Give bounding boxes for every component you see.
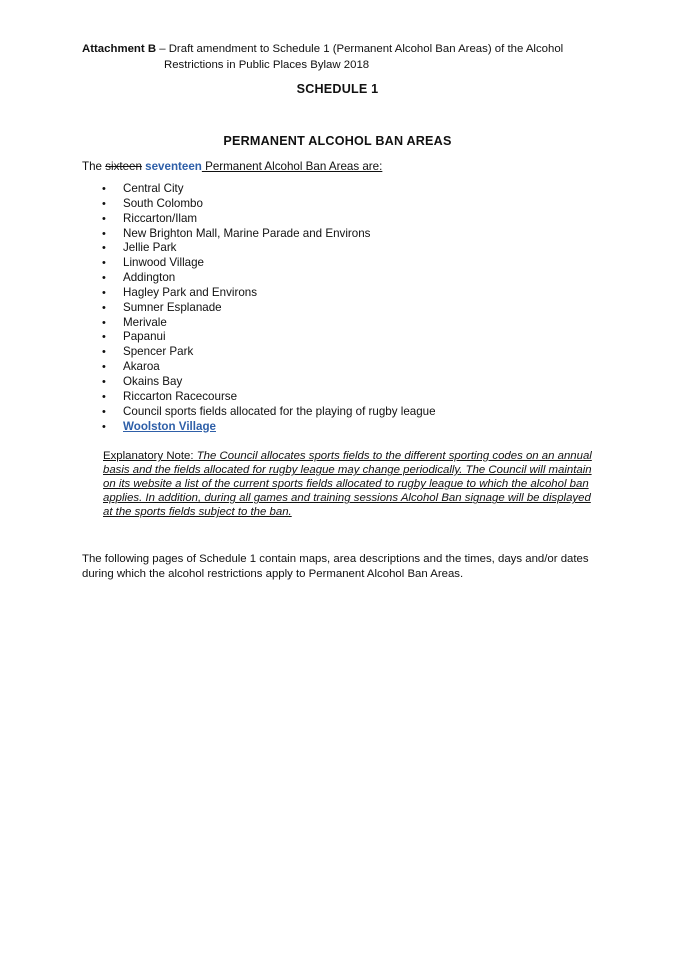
explanatory-note bbox=[103, 449, 603, 519]
list-item bbox=[82, 271, 436, 286]
intro-rest: Permanent Alcohol Ban Areas are: bbox=[201, 160, 383, 173]
list-item bbox=[82, 301, 436, 316]
bullet-icon: • bbox=[102, 316, 106, 329]
list-item-label: Addington bbox=[123, 271, 176, 285]
list-item bbox=[82, 405, 436, 420]
intro-sentence bbox=[82, 159, 382, 174]
list-item bbox=[82, 375, 436, 390]
list-item-label: South Colombo bbox=[123, 196, 203, 210]
bullet-icon: • bbox=[102, 361, 106, 374]
bullet-icon: • bbox=[102, 212, 106, 225]
bullet-icon: • bbox=[102, 390, 106, 403]
list-item bbox=[82, 360, 436, 375]
bullet-icon: • bbox=[102, 227, 106, 240]
bullet-icon: • bbox=[102, 405, 106, 418]
list-item-label: Linwood Village bbox=[123, 256, 205, 270]
bullet-icon: • bbox=[102, 272, 106, 285]
bullet-icon: • bbox=[102, 183, 106, 195]
list-item-label: Council sports fields allocated for the playing of rugby league bbox=[123, 404, 436, 418]
list-item-label: New Brighton Mall, Marine Parade and Environs bbox=[123, 226, 371, 240]
list-item bbox=[82, 227, 436, 242]
list-item-label: Hagley Park and Environs bbox=[123, 285, 258, 299]
list-item bbox=[82, 182, 436, 197]
closing-paragraph: The following pages of Schedule 1 contain maps, area descriptions and the times, days and/or dates during which the alcohol restrictions apply to Permanent Alcohol Ban Areas. bbox=[82, 553, 589, 580]
bullet-icon: • bbox=[102, 301, 106, 314]
attachment-description-line1: – Draft amendment to Schedule 1 (Permanent Alcohol Ban Areas) of the Alcohol bbox=[156, 43, 564, 55]
bullet-icon: • bbox=[102, 375, 106, 388]
deleted-word: sixteen bbox=[105, 160, 142, 173]
bullet-icon: • bbox=[102, 257, 106, 270]
list-item bbox=[82, 316, 436, 331]
list-item-label: Sumner Esplanade bbox=[123, 300, 222, 314]
bullet-icon: • bbox=[102, 286, 106, 299]
bullet-icon: • bbox=[102, 346, 106, 359]
list-item bbox=[82, 330, 436, 345]
bullet-icon: • bbox=[102, 420, 106, 433]
list-item-label: Riccarton/Ilam bbox=[123, 211, 198, 225]
inserted-word: seventeen bbox=[141, 160, 202, 173]
list-item bbox=[82, 241, 436, 256]
ban-areas-list bbox=[82, 182, 436, 434]
list-item-label: Central City bbox=[123, 182, 184, 195]
bullet-icon: • bbox=[102, 331, 106, 344]
list-item-label: Woolston Village bbox=[123, 419, 216, 433]
attachment-description-line2: Restrictions in Public Places Bylaw 2018 bbox=[164, 59, 370, 71]
intro-lead: The bbox=[82, 160, 106, 173]
list-item bbox=[82, 420, 436, 435]
explanatory-note-body: The Council allocates sports fields to the different sporting codes on an annual basis and the fields allocated for rugby league may change periodically. The Council will maintain on its website a list of the current sports fields allocated to rugby league to which the alcohol ban applies. In addition, during all games and training sessions Alcohol Ban signage will be displayed at the sports fields subject to the ban. bbox=[103, 450, 592, 519]
bullet-icon: • bbox=[102, 242, 106, 255]
list-item bbox=[82, 286, 436, 301]
list-item-label: Spencer Park bbox=[123, 345, 194, 359]
attachment-label: Attachment B bbox=[82, 43, 157, 55]
bullet-icon: • bbox=[102, 197, 106, 210]
list-item bbox=[82, 390, 436, 405]
list-item-label: Papanui bbox=[123, 330, 166, 344]
schedule-title: SCHEDULE 1 bbox=[296, 82, 379, 96]
list-item-label: Merivale bbox=[123, 315, 167, 329]
list-item-label: Okains Bay bbox=[123, 374, 183, 388]
list-item bbox=[82, 212, 436, 227]
list-item-label: Akaroa bbox=[123, 360, 160, 374]
list-item bbox=[82, 345, 436, 360]
attachment-header bbox=[82, 41, 602, 73]
list-item bbox=[82, 256, 436, 271]
section-title: PERMANENT ALCOHOL BAN AREAS bbox=[223, 134, 452, 148]
list-item-label: Riccarton Racecourse bbox=[123, 389, 238, 403]
list-item-label: Jellie Park bbox=[123, 241, 177, 255]
list-item bbox=[82, 197, 436, 212]
explanatory-note-label: Explanatory Note: bbox=[103, 450, 194, 462]
